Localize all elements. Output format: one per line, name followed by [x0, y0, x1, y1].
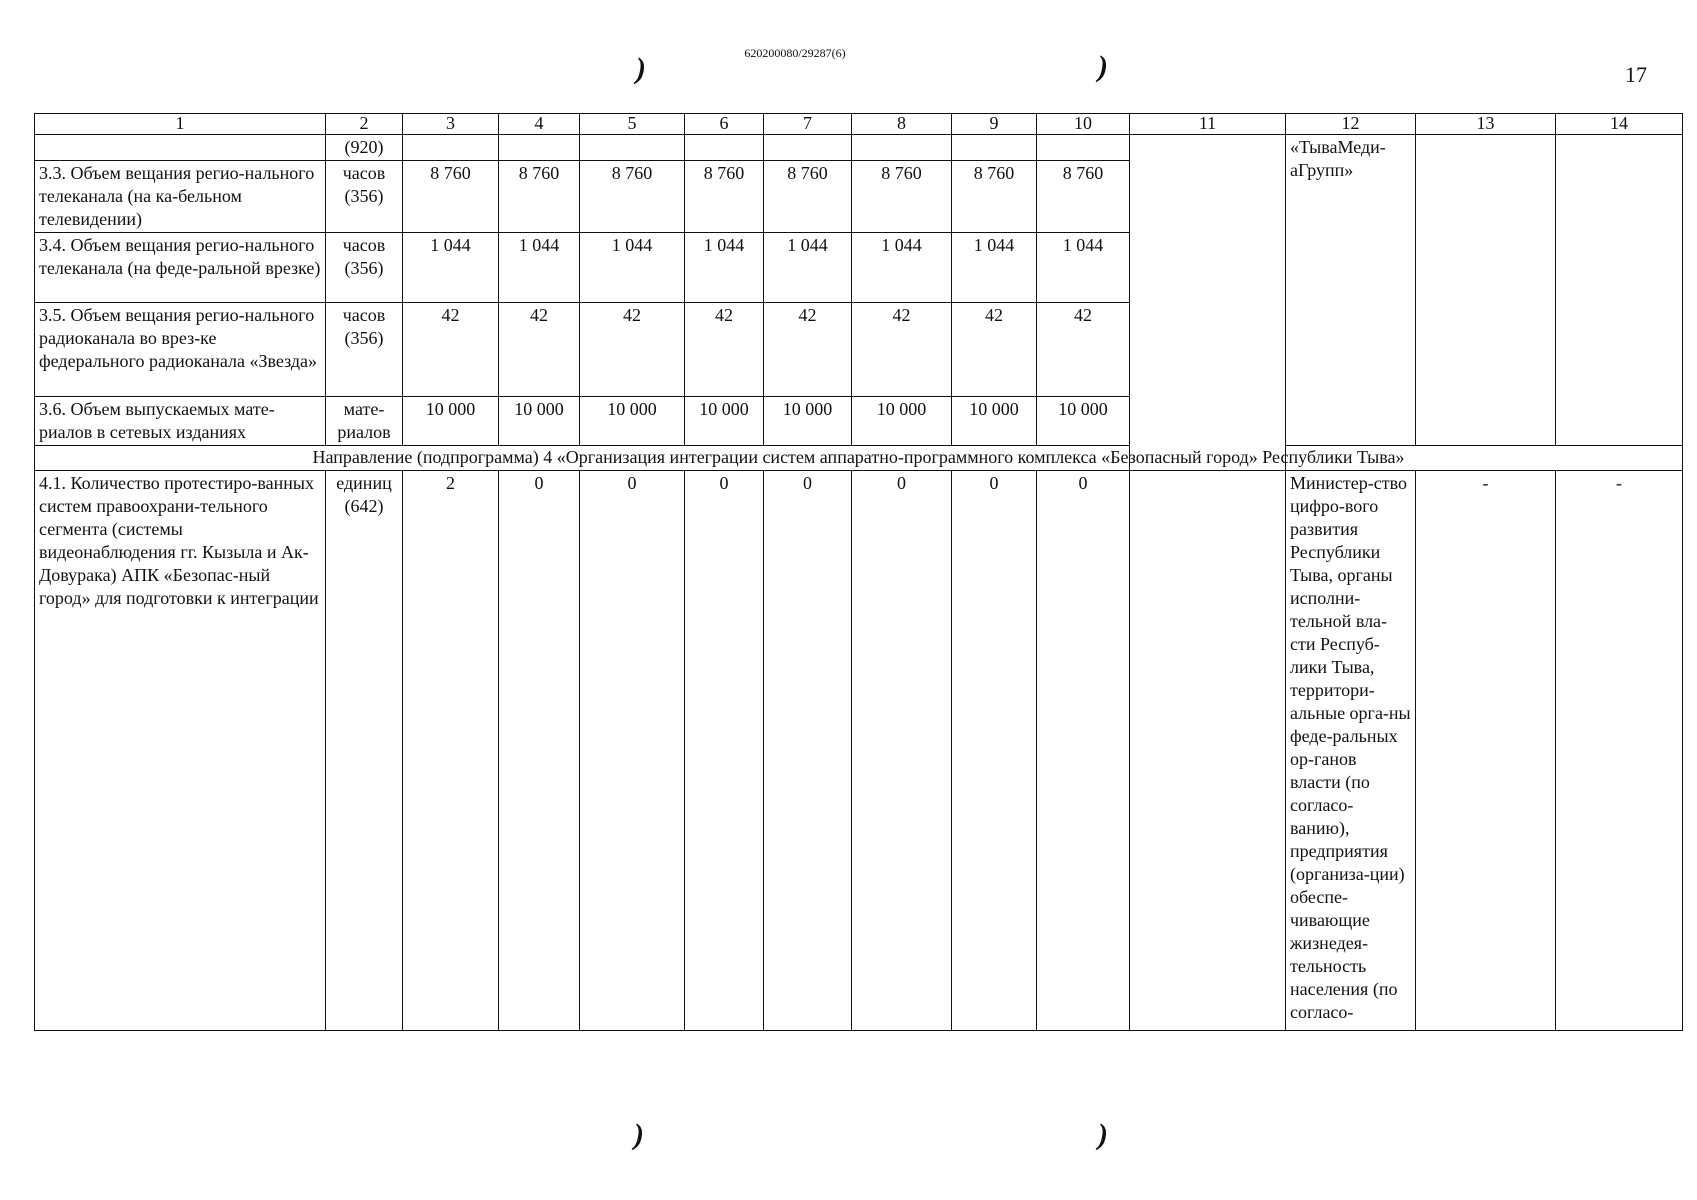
- value-cell: 8 760: [764, 161, 852, 233]
- value-cell: 42: [764, 303, 852, 397]
- unit-cell: единиц (642): [326, 471, 403, 1031]
- value-cell: [1037, 135, 1130, 161]
- value-cell: 10 000: [852, 397, 952, 446]
- column-number: 2: [326, 114, 403, 135]
- value-cell: 8 760: [580, 161, 685, 233]
- value-cell: 0: [499, 471, 580, 1031]
- value-cell: 42: [952, 303, 1037, 397]
- indicator-cell: 3.5. Объем вещания регио-нального радиоканала во врез-ке федерального радиоканала «Звезда»: [35, 303, 326, 397]
- value-cell: [952, 135, 1037, 161]
- column-number: 3: [403, 114, 499, 135]
- unit-cell: мате-риалов: [326, 397, 403, 446]
- col13-cell: [1416, 135, 1556, 446]
- value-cell: 42: [685, 303, 764, 397]
- value-cell: 10 000: [1037, 397, 1130, 446]
- table-row: [35, 135, 1683, 161]
- scan-mark-bottom-left: ): [634, 1118, 644, 1151]
- value-cell: [499, 135, 580, 161]
- col14-cell: -: [1556, 471, 1683, 1031]
- column-number: 13: [1416, 114, 1556, 135]
- value-cell: 10 000: [685, 397, 764, 446]
- scan-mark-top-left: ): [636, 52, 646, 85]
- value-cell: 10 000: [952, 397, 1037, 446]
- unit-cell: (920): [326, 135, 403, 161]
- value-cell: 1 044: [1037, 233, 1130, 303]
- indicator-cell: 4.1. Количество протестиро-ванных систем правоохрани-тельного сегмента (системы видеонаблюдения гг. Кызыла и Ак-Довурака) АПК «Безопас-ный город» для подготовки к интеграции: [35, 471, 326, 1031]
- indicator-cell: 3.3. Объем вещания регио-нального телеканала (на ка-бельном телевидении): [35, 161, 326, 233]
- scan-mark-bottom-right: ): [1098, 1118, 1108, 1151]
- value-cell: [580, 135, 685, 161]
- value-cell: 8 760: [952, 161, 1037, 233]
- section-heading-row: [35, 446, 1683, 471]
- value-cell: 8 760: [852, 161, 952, 233]
- value-cell: 0: [580, 471, 685, 1031]
- value-cell: 42: [403, 303, 499, 397]
- value-cell: 2: [403, 471, 499, 1031]
- value-cell: [403, 135, 499, 161]
- value-cell: 0: [685, 471, 764, 1031]
- value-cell: 1 044: [580, 233, 685, 303]
- value-cell: 0: [952, 471, 1037, 1031]
- column-number: 6: [685, 114, 764, 135]
- value-cell: 10 000: [764, 397, 852, 446]
- value-cell: 8 760: [499, 161, 580, 233]
- col11-cell: [1130, 471, 1286, 1031]
- value-cell: 0: [852, 471, 952, 1031]
- column-number: 11: [1130, 114, 1286, 135]
- value-cell: 1 044: [952, 233, 1037, 303]
- indicator-cell: [35, 135, 326, 161]
- value-cell: 1 044: [852, 233, 952, 303]
- column-number: 14: [1556, 114, 1683, 135]
- column-number: 10: [1037, 114, 1130, 135]
- executor-cell: Министер-ство цифро-вого развития Республики Тыва, органы исполни-тельной вла-сти Респуб-лики Тыва, территори-альные орга-ны феде-ральных ор-ганов власти (по согласо-ванию), предприятия (организа-ции) обеспе-чивающие жизнедея-тельность населения (по согласо-: [1286, 471, 1416, 1031]
- page-number: 17: [1625, 62, 1647, 87]
- value-cell: 1 044: [764, 233, 852, 303]
- executor-cell: «ТываМеди-аГрупп»: [1286, 135, 1416, 446]
- column-number: 8: [852, 114, 952, 135]
- value-cell: 10 000: [499, 397, 580, 446]
- value-cell: 10 000: [403, 397, 499, 446]
- value-cell: 1 044: [685, 233, 764, 303]
- table-row: [35, 471, 1683, 1031]
- section-title: Направление (подпрограмма) 4 «Организация интеграции систем аппаратно-программного комплекса «Безопасный город» Республики Тыва»: [35, 446, 1683, 471]
- value-cell: [764, 135, 852, 161]
- value-cell: 10 000: [580, 397, 685, 446]
- document-id: 620200080/29287(6): [744, 46, 846, 60]
- value-cell: 0: [1037, 471, 1130, 1031]
- scan-mark-top-right: ): [1098, 50, 1108, 83]
- column-number: 9: [952, 114, 1037, 135]
- col14-cell: [1556, 135, 1683, 446]
- value-cell: 0: [764, 471, 852, 1031]
- value-cell: 1 044: [403, 233, 499, 303]
- value-cell: 42: [1037, 303, 1130, 397]
- column-number-row: [35, 114, 1683, 135]
- col11-cell: [1130, 135, 1286, 471]
- value-cell: 8 760: [685, 161, 764, 233]
- value-cell: 42: [580, 303, 685, 397]
- unit-cell: часов (356): [326, 303, 403, 397]
- value-cell: 42: [499, 303, 580, 397]
- column-number: 7: [764, 114, 852, 135]
- value-cell: 1 044: [499, 233, 580, 303]
- unit-cell: часов (356): [326, 161, 403, 233]
- column-number: 5: [580, 114, 685, 135]
- unit-cell: часов (356): [326, 233, 403, 303]
- value-cell: 8 760: [403, 161, 499, 233]
- column-number: 1: [35, 114, 326, 135]
- value-cell: 8 760: [1037, 161, 1130, 233]
- indicators-table: [34, 113, 1683, 1031]
- indicator-cell: 3.6. Объем выпускаемых мате-риалов в сетевых изданиях: [35, 397, 326, 446]
- indicator-cell: 3.4. Объем вещания регио-нального телеканала (на феде-ральной врезке): [35, 233, 326, 303]
- value-cell: 42: [852, 303, 952, 397]
- column-number: 12: [1286, 114, 1416, 135]
- value-cell: [685, 135, 764, 161]
- col13-cell: -: [1416, 471, 1556, 1031]
- value-cell: [852, 135, 952, 161]
- column-number: 4: [499, 114, 580, 135]
